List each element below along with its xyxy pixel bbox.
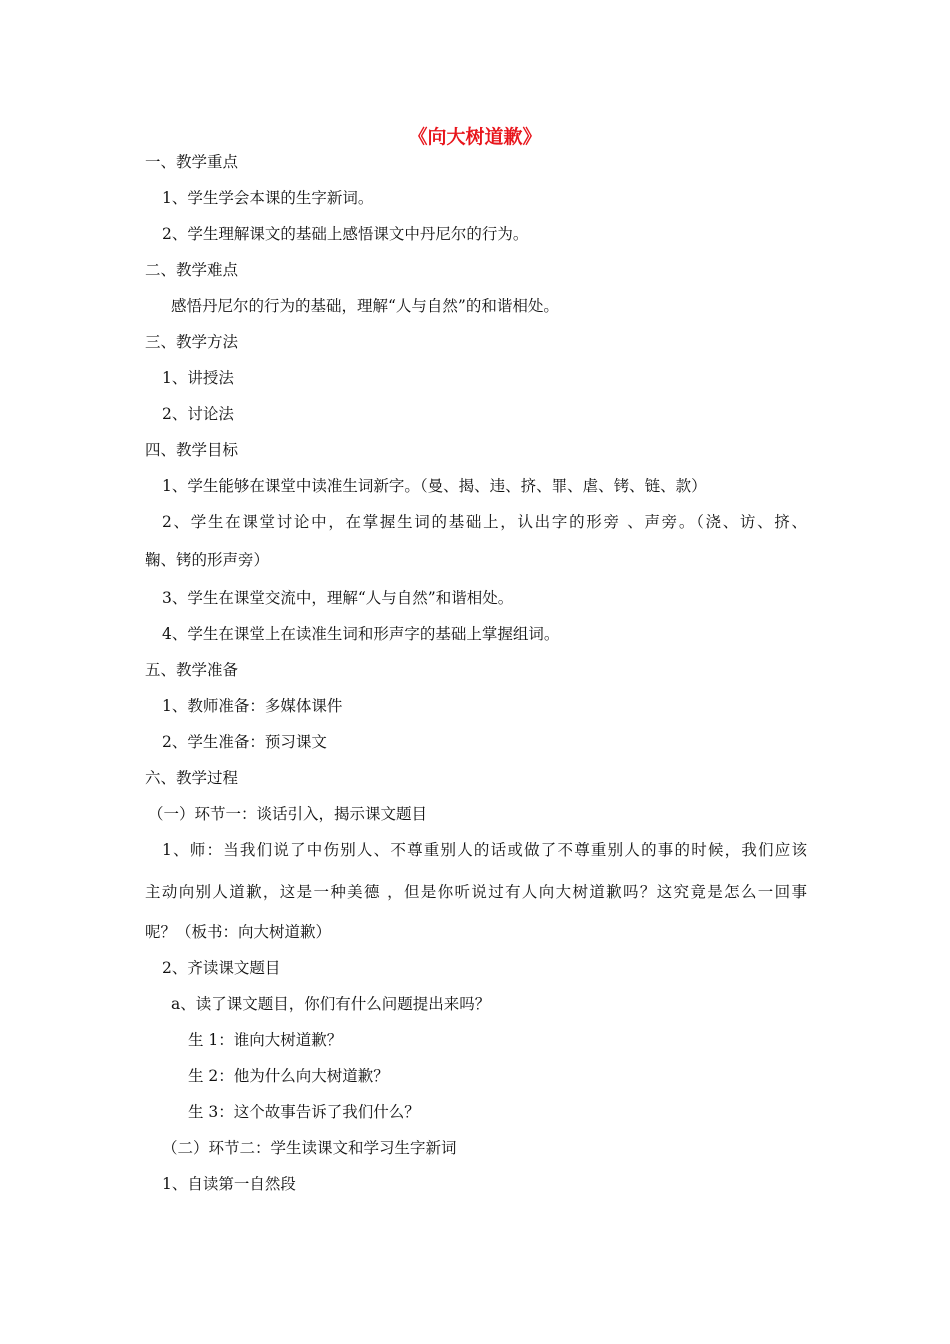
paragraph: 感悟丹尼尔的行为的基础，理解“人与自然”的和谐相处。 xyxy=(171,297,559,315)
list-item: 1、学生学会本课的生字新词。 xyxy=(162,189,374,207)
heading-methods: 三、教学方法 xyxy=(145,333,239,351)
heading-difficulties: 二、教学难点 xyxy=(145,261,239,279)
list-item: 2、讨论法 xyxy=(162,405,234,423)
student-answer: 生 2：他为什么向大树道歉？ xyxy=(188,1067,389,1085)
paragraph-continued: 主动向别人道歉，这是一种美德 ，但是你听说过有人向大树道歉吗？这究竟是怎么一回事 xyxy=(145,883,807,901)
student-answer: 生 1：谁向大树道歉？ xyxy=(188,1031,343,1049)
paragraph: 1、师：当我们说了中伤别人、不尊重别人的话或做了不尊重别人的事的时候，我们应该 xyxy=(162,841,807,859)
question: a、读了课文题目，你们有什么问题提出来吗？ xyxy=(171,995,491,1013)
list-item-continued: 鞠、铐的形声旁） xyxy=(145,551,270,569)
heading-process: 六、教学过程 xyxy=(145,769,239,787)
subheading: （二）环节二：学生读课文和学习生字新词 xyxy=(162,1139,457,1157)
document-title: 《向大树道歉》 xyxy=(408,126,542,148)
list-item: 4、学生在课堂上在读准生词和形声字的基础上掌握组词。 xyxy=(162,625,560,643)
list-item: 2、学生理解课文的基础上感悟课文中丹尼尔的行为。 xyxy=(162,225,529,243)
list-item: 3、学生在课堂交流中，理解“人与自然”和谐相处。 xyxy=(162,589,514,607)
list-item: 1、讲授法 xyxy=(162,369,234,387)
subheading: （一）环节一：谈话引入，揭示课文题目 xyxy=(148,805,428,823)
heading-key-points: 一、教学重点 xyxy=(145,153,239,171)
list-item: 1、教师准备：多媒体课件 xyxy=(162,697,343,715)
list-item: 2、学生在课堂讨论中，在掌握生词的基础上，认出字的形旁 、声旁。（浇、访、挤、 xyxy=(162,513,807,531)
heading-preparation: 五、教学准备 xyxy=(145,661,239,679)
student-answer: 生 3：这个故事告诉了我们什么？ xyxy=(188,1103,420,1121)
list-item: 2、学生准备：预习课文 xyxy=(162,733,327,751)
list-item: 2、齐读课文题目 xyxy=(162,959,281,977)
list-item: 1、自读第一自然段 xyxy=(162,1175,296,1193)
heading-objectives: 四、教学目标 xyxy=(145,441,239,459)
paragraph-continued: 呢？（板书：向大树道歉） xyxy=(145,923,332,941)
list-item: 1、学生能够在课堂中读准生词新字。（曼、揭、违、挤、罪、虐、铐、链、款） xyxy=(162,477,707,495)
